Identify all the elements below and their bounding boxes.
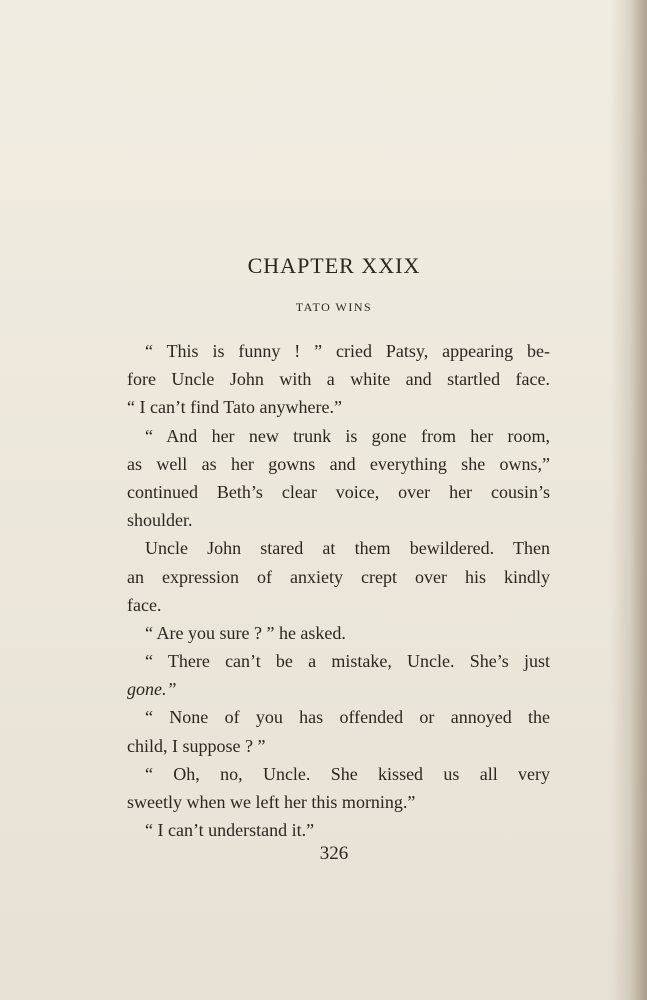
text-line: shoulder. xyxy=(127,510,193,531)
text-line: “ I can’t understand it.” xyxy=(145,820,315,841)
text-line: “ None of you has offended or annoyed the xyxy=(145,707,550,728)
body-text xyxy=(127,337,550,844)
text-line: fore Uncle John with a white and startled face. xyxy=(127,369,550,390)
chapter-subtitle: TATO WINS xyxy=(295,300,373,314)
text-line: an expression of anxiety crept over his kindly xyxy=(127,566,550,587)
text-line: sweetly when we left her this morning.” xyxy=(127,792,416,812)
page-number: 326 xyxy=(319,843,349,864)
text-line: “ There can’t be a mistake, Uncle. She’s just xyxy=(145,651,550,672)
text-line: “ Are you sure ? ” he asked. xyxy=(145,622,346,643)
text-line: continued Beth’s clear voice, over her cousin’s xyxy=(127,481,550,502)
text-line: “ Oh, no, Uncle. She kissed us all very xyxy=(145,763,550,784)
text-line: as well as her gowns and everything she owns,” xyxy=(127,453,550,474)
text-line: child, I suppose ? ” xyxy=(127,735,266,756)
text-line: Uncle John stared at them bewildered. Then xyxy=(145,538,550,559)
text-line: “ And her new trunk is gone from her room, xyxy=(145,425,550,446)
text-line: face. xyxy=(127,594,162,615)
text-line: gone.” xyxy=(127,679,177,700)
chapter-title: CHAPTER XXIX xyxy=(247,253,421,278)
text-line: “ This is funny ! ” cried Patsy, appearing be- xyxy=(145,341,550,361)
text-line: “ I can’t find Tato anywhere.” xyxy=(127,397,342,418)
